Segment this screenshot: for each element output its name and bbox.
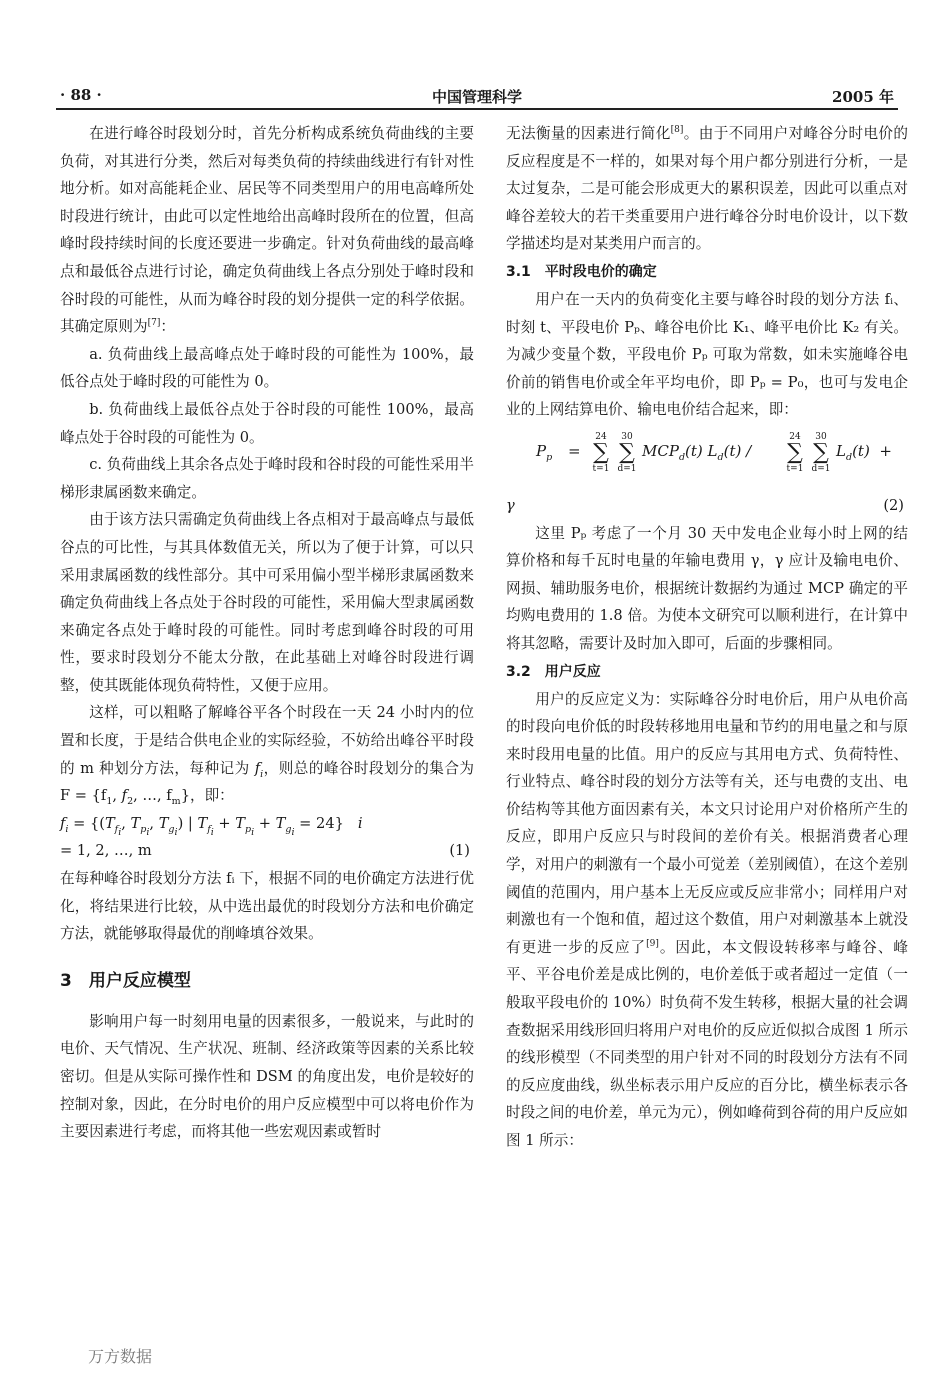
paragraph: 由于该方法只需确定负荷曲线上各点相对于最高峰点与最低谷点的可比性，与其具体数值无关，所以为了便于计算，可以只采用隶属函数的线性部分。其中可采用偏小型半梯形隶属函数来确定负荷曲线上各点处于谷时段的可能性，采用偏大型隶属函数来确定各点处于峰时段的可能性。同时考虑到峰谷时段的可用性，要求时段划分不能太分散，在此基础上对峰谷时段进行调整，使其既能体现负荷特性，又便于应用。 <box>60 511 474 694</box>
citation-ref[interactable]: [7] <box>147 318 161 329</box>
equation-2-line2: γ (2) <box>506 492 908 520</box>
equation-2: $P_p$ = 24 ∑ t=1 30 ∑ d=1 $MCP_d(t)$ $L_d(t)$ / 24 ∑ t=1 30 ∑ d=1 $L_d(t)$ + <box>536 431 892 474</box>
equation-number: (2) <box>883 496 904 514</box>
paragraph: 这里 Pₚ 考虑了一个月 30 天中发电企业每小时上网的结算价格和每千瓦时电量的年输电费用 γ，γ 应计及输电电价、网损、辅助服务电价，根据统计数据约为通过 MCP 确定的平均购电费用的 1.8 倍。为使本文研究可以顺利进行，在计算中将其忽略，需要计及时加入即可，后面的步骤相同。 <box>506 524 908 652</box>
list-item-a: a. 负荷曲线上最高峰点处于峰时段的可能性为 100%，最低谷点处于峰时段的可能性为 0。 <box>60 345 474 391</box>
paragraph: 用户的反应定义为：实际峰谷分时电价后，用户从电价高的时段向电价低的时段转移地用电量和节约的用电量之和与原来时段用电量的比值。用户的反应与其用电方式、负荷特性、行业特点、峰谷时段的划分方法等有关，还与电费的支出、电价结构等其他方面因素有关，本文只讨论用户对价格所产生的反应，即用户反应只与时段间的差价有关。根据消费者心理学，对用户的刺激有一个最小可觉差（差别阈值），在这个差别阈值的范围内，用户基本上无反应或反应非常小；同样用户对刺激也有一个饱和值，超过这个数值，用户对刺激基本上就没有更进一步的反应了[9]。因此，本文假设转移率与峰谷、峰平、平谷电价差是成比例的，电价差低于或者超过一定值（一般取平段电价的 10%）时负荷不发生转移，根据大量的社会调查数据采用线形回归将用户对电价的反应近似拟合成图 1 所示的线形模型（不同类型的用户针对不同的时段划分方法有不同的反应度曲线，纵坐标表示用户反应的百分比，横坐标表示各时段之间的电价差，单元为元），例如峰荷到谷荷的用户反应如图 1 所示： <box>506 690 908 1149</box>
paragraph: 影响用户每一时刻用电量的因素很多，一般说来，与此时的电价、天气情况、生产状况、班制、经济政策等因素的关系比较密切。但是从实际可操作性和 DSM 的角度出发，电价是较好的控制对象，因此，在分时电价的用户反应模型中可以将电价作为主要因素进行考虑，而将其他一些宏观因素或暂时 <box>60 1012 474 1141</box>
paragraph: 这样，可以粗略了解峰谷平各个时段在一天 24 小时内的位置和长度，于是结合供电企业的实际经验，不妨给出峰谷平时段的 m 种划分方法，每种记为 $f_i$，则总的峰谷时段划分的集合为 $F = \{f_1$, $f_2$, …, $f_m$}，即： <box>60 704 474 808</box>
right-column <box>506 120 908 1155</box>
section-heading-3: 3 用户反应模型 <box>60 970 191 991</box>
paragraph: 在进行峰谷时段划分时，首先分析构成系统负荷曲线的主要负荷，对其进行分类，然后对每类负荷的持续曲线进行有针对性地分析。如对高能耗企业、居民等不同类型用户的用电高峰所处时段进行统计，由此可以定性地给出高峰时段所在的位置，但高峰时段持续时间的长度还要进一步确定。针对负荷曲线的最高峰点和最低谷点进行讨论，确定负荷曲线上各点分别处于峰时段和谷时段的可能性，从而为峰谷时段的划分提供一定的科学依据。其确定原则为[7]： <box>60 125 474 336</box>
equation-number: (1) <box>449 842 470 860</box>
sum-symbol: 24 ∑ t=1 <box>592 431 610 474</box>
equation-1: $f_i = \{(T_{f_i}$, $T_{p_i}$, $T_{g_i}$) | $T_{f_i} + T_{p_i} + T_{g_i} = 24$} i <box>60 814 363 838</box>
paragraph: 在每种峰谷时段划分方法 fᵢ 下，根据不同的电价确定方法进行优化，将结果进行比较，从中选出最优的时段划分方法和电价确定方法，就能够取得最优的削峰填谷效果。 <box>60 870 474 943</box>
equation-1-line2: = 1, 2, …, m (1) <box>60 837 474 865</box>
watermark: 万方数据 <box>88 1347 153 1366</box>
sum-symbol: 24 ∑ t=1 <box>786 431 804 474</box>
list-item-b: b. 负荷曲线上最低谷点处于谷时段的可能性 100%，最高峰点处于谷时段的可能性为 0。 <box>60 400 474 446</box>
paragraph: 用户在一天内的负荷变化主要与峰谷时段的划分方法 fᵢ、时刻 t、平段电价 Pₚ、峰谷电价比 K₁、峰平电价比 K₂ 有关。为减少变量个数，平段电价 Pₚ 可取为常数，如未实施峰谷电价前的销售电价或全年平均电价，即 Pₚ = P₀，也可与发电企业的上网结算电价、输电电价结合起来，即： <box>506 290 908 419</box>
journal-title: 中国管理科学 <box>431 88 522 106</box>
sum-symbol: 30 ∑ d=1 <box>811 431 831 474</box>
section-heading-3-1: 3.1 平时段电价的确定 <box>506 263 657 280</box>
sum-symbol: 30 ∑ d=1 <box>617 431 637 474</box>
citation-ref[interactable]: [9] <box>646 938 659 949</box>
page-number: · 88 · <box>60 86 102 104</box>
paragraph: 无法衡量的因素进行简化[8]。由于不同用户对峰谷分时电价的反应程度是不一样的，如果对每个用户都分别进行分析，一是太过复杂，二是可能会形成更大的累积误差，因此可以重点对峰谷差较大的若干类重要用户进行峰谷分时电价设计，以下数学描述均是对某类用户而言的。 <box>506 125 908 253</box>
section-heading-3-2: 3.2 用户反应 <box>506 663 601 680</box>
citation-ref[interactable]: [8] <box>670 125 684 136</box>
publication-year: 2005 年 <box>832 88 894 106</box>
page-header <box>56 84 898 110</box>
left-column <box>60 120 474 1146</box>
list-item-c: c. 负荷曲线上其余各点处于峰时段和谷时段的可能性采用半梯形隶属函数来确定。 <box>60 456 474 501</box>
